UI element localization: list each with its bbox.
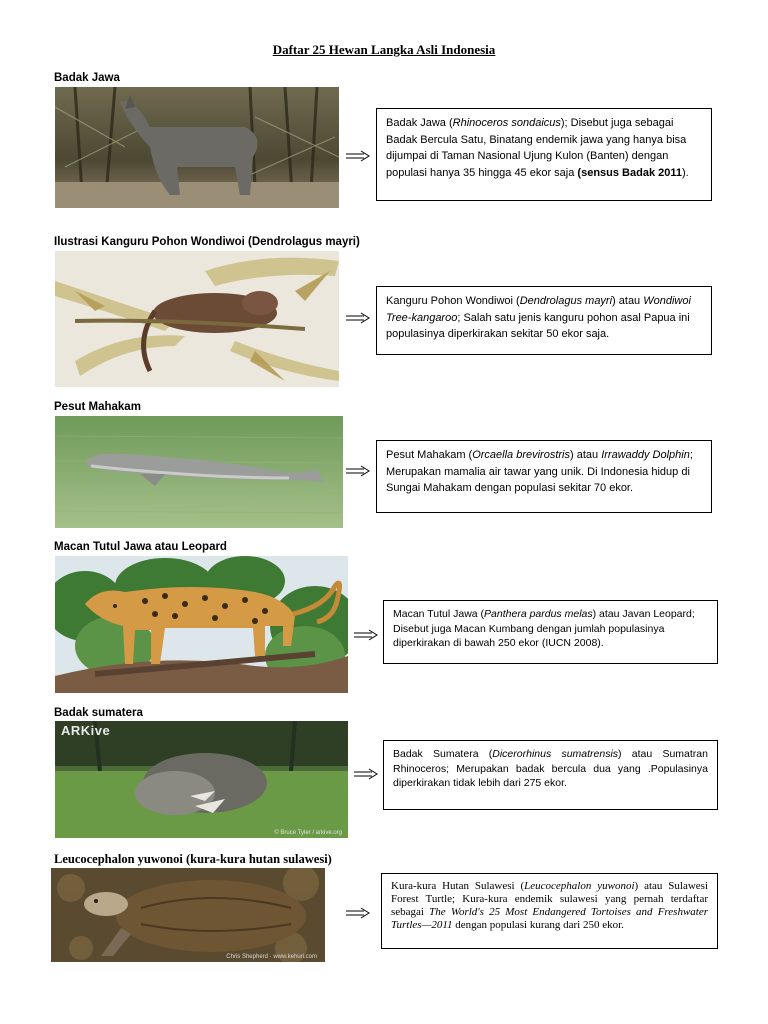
entry-heading-badak-jawa: Badak Jawa (54, 72, 120, 84)
sulawesi-forest-turtle-photo (51, 868, 325, 962)
description-box-kanguru-pohon: Kanguru Pohon Wondiwoi (Dendrolagus mayri) atau Wondiwoi Tree-kangaroo; Salah satu jenis kanguru pohon asal Papua ini populasinya diperkirakan sekitar 50 ekor saja. (376, 286, 712, 355)
description-box-pesut-mahakam: Pesut Mahakam (Orcaella brevirostris) atau Irrawaddy Dolphin; Merupakan mamalia air tawar yang unik. Di Indonesia hidup di Sungai Mahakam dengan populasi sekitar 70 ekor. (376, 440, 712, 513)
description-box-badak-sumatera: Badak Sumatera (Dicerorhinus sumatrensis) atau Sumatran Rhinoceros; Merupakan badak bercula dua yang .Populasinya diperkirakan tidak lebih dari 275 ekor. (383, 740, 718, 810)
entry-heading-pesut-mahakam: Pesut Mahakam (54, 401, 141, 413)
double-line-right-arrow-icon (353, 768, 379, 780)
sumatran-rhino-photo (55, 721, 348, 838)
double-line-right-arrow-icon (345, 150, 371, 162)
tree-kangaroo-illustration (55, 251, 339, 387)
page-title: Daftar 25 Hewan Langka Asli Indonesia (272, 42, 496, 57)
description-box-macan-tutul: Macan Tutul Jawa (Panthera pardus melas) atau Javan Leopard; Disebut juga Macan Kumbang dengan jumlah populasinya diperkirakan di bawah 250 ekor (IUCN 2008). (383, 600, 718, 664)
entry-heading-badak-sumatera: Badak sumatera (54, 707, 143, 719)
javan-rhino-photo (55, 87, 339, 208)
irrawaddy-dolphin-photo (55, 416, 343, 528)
double-line-right-arrow-icon (345, 465, 371, 477)
double-line-right-arrow-icon (345, 312, 371, 324)
entry-heading-macan-tutul: Macan Tutul Jawa atau Leopard (54, 541, 227, 553)
entry-heading-kura-kura: Leucocephalon yuwonoi (kura-kura hutan sulawesi) (54, 852, 332, 866)
double-line-right-arrow-icon (353, 629, 379, 641)
photo-credit: © Bruce Tyler / arkive.org (274, 830, 342, 836)
description-box-badak-jawa: Badak Jawa (Rhinoceros sondaicus); Disebut juga sebagai Badak Bercula Satu, Binatang endemik jawa yang hanya bisa dijumpai di Taman Nasional Ujung Kulon (Banten) dengan populasi hanya 35 hingga 45 ekor saja (sensus Badak 2011). (376, 108, 712, 201)
photo-credit: Chris Shepherd · www.kehuri.com (226, 954, 317, 960)
double-line-right-arrow-icon (345, 907, 371, 919)
arkive-watermark: ARKive (61, 723, 111, 738)
entry-heading-kanguru-pohon: Ilustrasi Kanguru Pohon Wondiwoi (Dendrolagus mayri) (54, 236, 360, 248)
description-box-kura-kura: Kura-kura Hutan Sulawesi (Leucocephalon yuwonoi) atau Sulawesi Forest Turtle; Kura-kura endemik sulawesi yang pernah terdaftar sebagai The World's 25 Most Endangered Tortoises and Freshwater Turtles—2011 dengan populasi kurang dari 250 ekor. (381, 873, 718, 949)
javan-leopard-photo (55, 556, 348, 693)
